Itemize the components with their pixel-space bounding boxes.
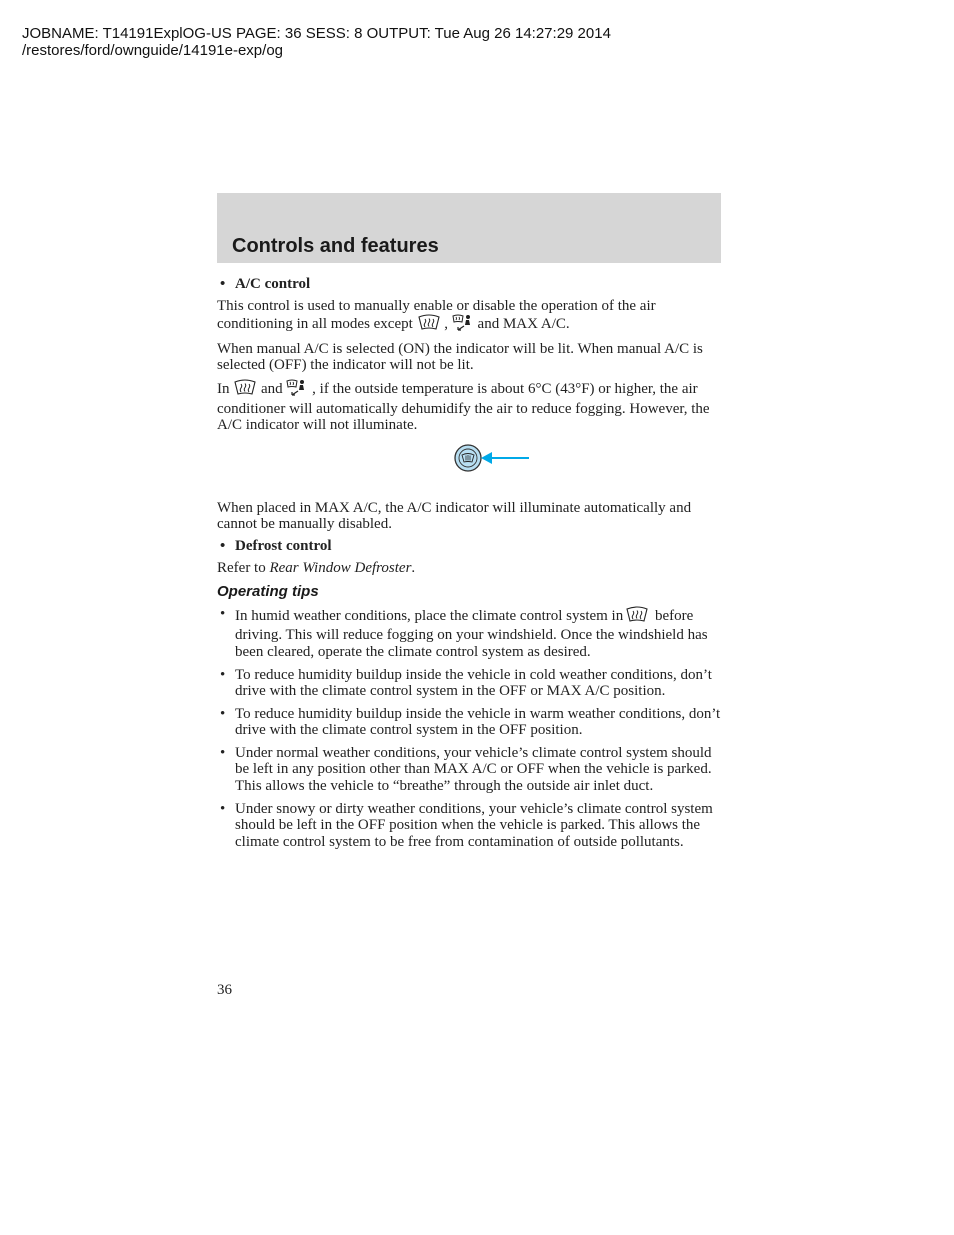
ac-paragraph-1: This control is used to manually enable or disable the operation of the air conditioning in all modes except , and MAX A/C. [217, 298, 722, 336]
job-info [22, 26, 611, 59]
windshield-defrost-icon [417, 314, 441, 336]
operating-tips-list [217, 606, 722, 851]
tip-item: • To reduce humidity buildup inside the vehicle in cold weather conditions, don’t drive with the climate control system in the OFF or MAX A/C position. [217, 667, 722, 700]
job-info-line1: JOBNAME: T14191ExplOG-US PAGE: 36 SESS: 8 OUTPUT: Tue Aug 26 14:27:29 2014 [22, 25, 611, 42]
tip-item: • Under snowy or dirty weather conditions, your vehicle’s climate control system should be left in the OFF position when the vehicle is parked. This allows the climate control system to be free from contamination of outside pollutants. [217, 801, 722, 851]
tip-item: • To reduce humidity buildup inside the vehicle in warm weather conditions, don’t drive with the climate control system in the OFF position. [217, 706, 722, 739]
floor-defrost-icon [286, 379, 308, 401]
windshield-defrost-icon [623, 606, 651, 628]
tip-item: • In humid weather conditions, place the climate control system in before driving. This will reduce fogging on your windshield. Once the windshield has been cleared, operate the climate control system as desired. [217, 606, 722, 661]
tip-item: • Under normal weather conditions, your vehicle’s climate control system should be left in any position other than MAX A/C or OFF when the vehicle is parked. This allows the vehicle to “breathe” through the outside air inlet duct. [217, 745, 722, 795]
ac-button-figure [217, 440, 722, 490]
page-content [217, 276, 722, 856]
ac-paragraph-4: When placed in MAX A/C, the A/C indicator will illuminate automatically and cannot be manually disabled. [217, 499, 692, 533]
operating-tips-heading: Operating tips [217, 583, 319, 601]
defrost-reference: Refer to Rear Window Defroster. [217, 559, 416, 576]
section-header [217, 193, 721, 263]
ac-control-heading: • A/C control [217, 276, 722, 293]
ac-button-icon [453, 443, 483, 478]
rear-window-defroster-reference: Rear Window Defroster [269, 559, 412, 576]
defrost-control-heading: • Defrost control [217, 538, 722, 555]
pointer-arrow-icon [481, 449, 531, 472]
section-title: Controls and features [232, 235, 439, 257]
job-info-line2: /restores/ford/ownguide/14191e-exp/og [22, 41, 284, 59]
floor-defrost-icon [452, 314, 474, 336]
ac-paragraph-3: In and , if the outside temperature is about 6°C (43°F) or higher, the air conditioner will automatically dehumidify the air to reduce fogging. However, the A/C indicator will not illuminate. [217, 380, 710, 434]
page-number: 36 [217, 982, 232, 998]
ac-paragraph-2: When manual A/C is selected (ON) the indicator will be lit. When manual A/C is selected (OFF) the indicator will not be lit. [217, 340, 703, 374]
windshield-defrost-icon [233, 379, 257, 401]
